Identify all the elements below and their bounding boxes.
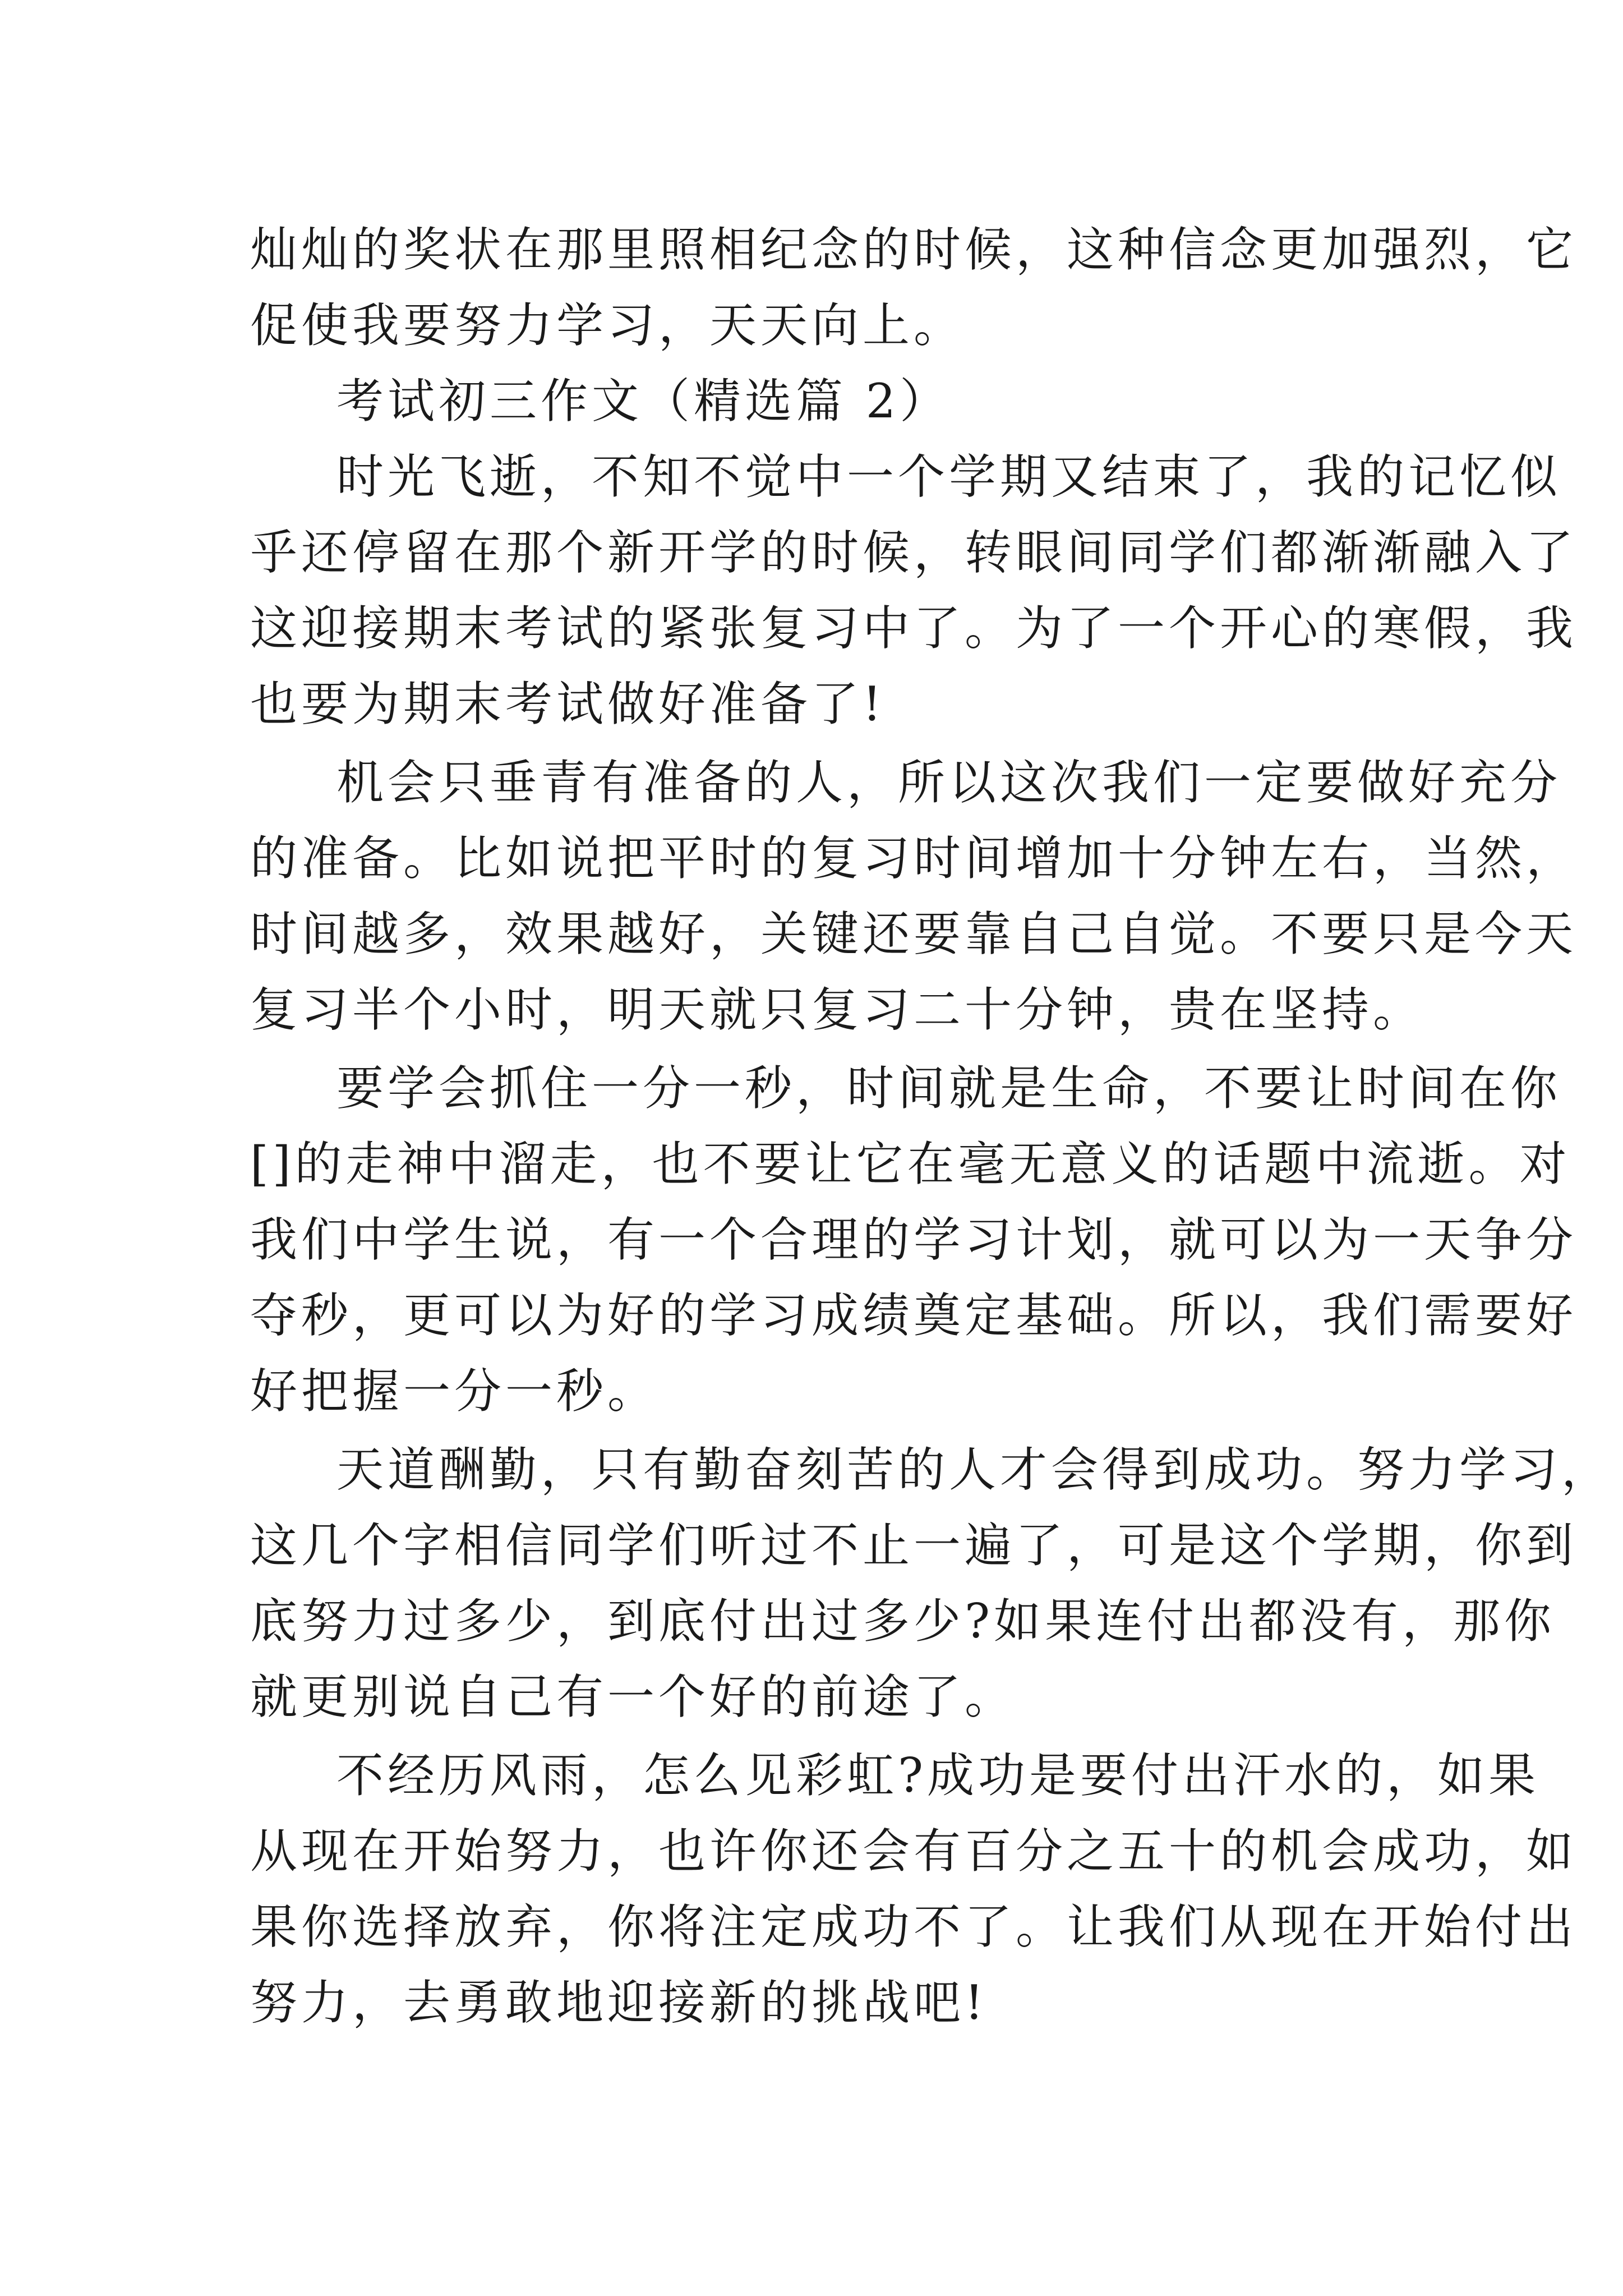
text-line: 灿灿的奖状在那里照相纪念的时候，这种信念更加强烈，它 xyxy=(250,222,1578,277)
text-line: 的准备。比如说把平时的复习时间增加十分钟左右，当然， xyxy=(250,831,1578,886)
text-line: 促使我要努力学习，天天向上。 xyxy=(250,298,965,353)
text-line: []的走神中溜走，也不要让它在毫无意义的话题中流逝。对 xyxy=(250,1137,1571,1191)
text-line: 也要为期末考试做好准备了! xyxy=(250,677,886,731)
text-line: 这几个字相信同学们听过不止一遍了，可是这个学期，你到 xyxy=(250,1518,1578,1573)
text-line: 夺秒，更可以为好的学习成绩奠定基础。所以，我们需要好 xyxy=(250,1288,1578,1343)
text-line: 乎还停留在那个新开学的时候，转眼间同学们都渐渐融入了 xyxy=(250,525,1578,580)
text-line: 我们中学生说，有一个合理的学习计划，就可以为一天争分 xyxy=(250,1212,1578,1267)
text-line: 这迎接期末考试的紧张复习中了。为了一个开心的寒假，我 xyxy=(250,601,1578,656)
text-line: 时间越多，效果越好，关键还要靠自己自觉。不要只是今天 xyxy=(250,907,1578,961)
text-line: 复习半个小时，明天就只复习二十分钟，贵在坚持。 xyxy=(250,982,1424,1037)
text-line: 好把握一分一秒。 xyxy=(250,1364,659,1419)
text-line: 不经历风雨，怎么见彩虹?成功是要付出汗水的，如果 xyxy=(336,1748,1540,1803)
text-line: 时光飞逝，不知不觉中一个学期又结束了，我的记忆似 xyxy=(336,449,1562,504)
text-line: 就更别说自己有一个好的前途了。 xyxy=(250,1669,1016,1724)
text-line: 底努力过多少，到底付出过多少?如果连付出都没有，那你 xyxy=(250,1594,1556,1649)
section-heading: 考试初三作文（精选篇 2） xyxy=(336,374,951,429)
text-line: 从现在开始努力，也许你还会有百分之五十的机会成功，如 xyxy=(250,1824,1578,1879)
text-line: 要学会抓住一分一秒，时间就是生命，不要让时间在你 xyxy=(336,1061,1562,1116)
text-line: 果你选择放弃，你将注定成功不了。让我们从现在开始付出 xyxy=(250,1899,1578,1954)
text-line: 天道酬勤，只有勤奋刻苦的人才会得到成功。努力学习， xyxy=(336,1442,1613,1497)
text-line: 机会只垂青有准备的人，所以这次我们一定要做好充分 xyxy=(336,755,1562,810)
text-line: 努力，去勇敢地迎接新的挑战吧! xyxy=(250,1975,988,2030)
